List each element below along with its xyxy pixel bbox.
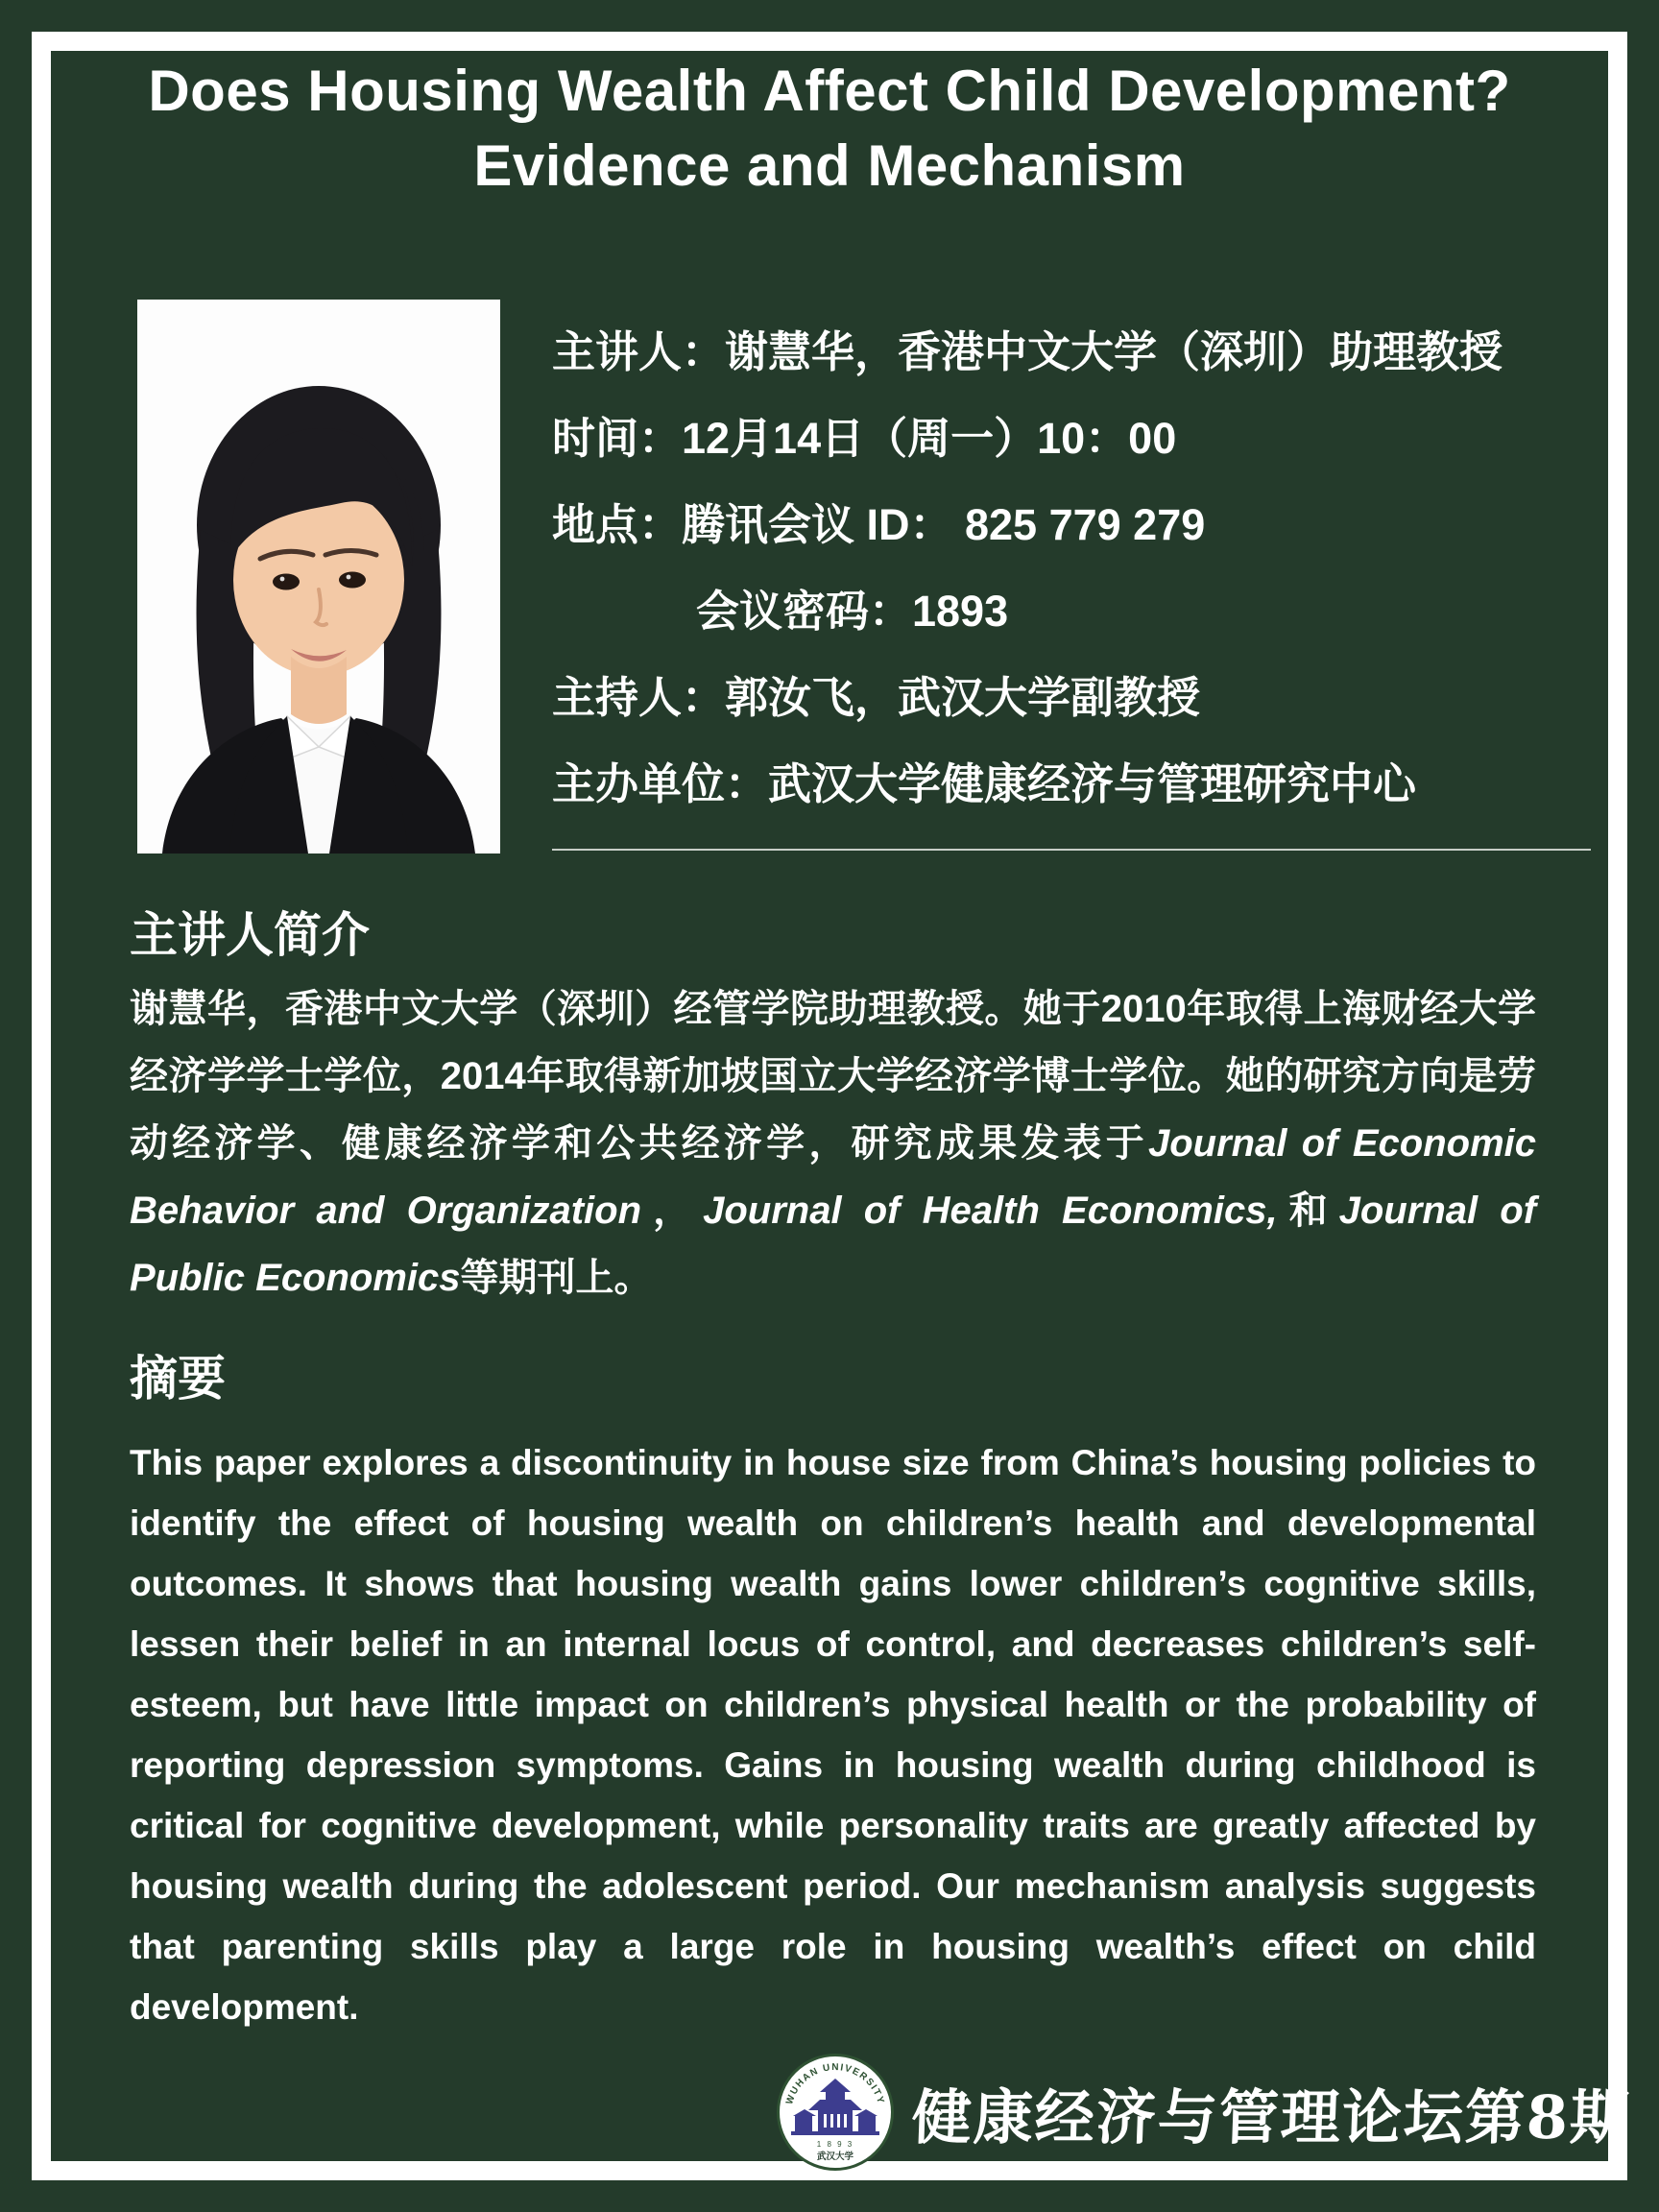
- info-location-meeting-id: 地点：腾讯会议 ID： 825 779 279: [552, 500, 1206, 549]
- bio-section-heading: 主讲人简介: [130, 908, 370, 962]
- title-line-1: Does Housing Wealth Affect Child Development?: [148, 59, 1511, 123]
- page-title: [67, 54, 1592, 204]
- speaker-portrait-illustration: [137, 300, 500, 854]
- info-speaker: 主讲人：谢慧华，香港中文大学（深圳）助理教授: [552, 327, 1503, 376]
- journal-name-jpube: Journal of Public Economics: [130, 1190, 1537, 1299]
- logo-calligraphy: 武汉大学: [816, 2152, 854, 2162]
- info-host: 主持人：郭汝飞，武汉大学副教授: [552, 673, 1201, 722]
- forum-series-title: 健康经济与管理论坛第8期: [910, 2081, 1633, 2152]
- journal-name-jhe: Journal of Health Economics,: [703, 1190, 1278, 1232]
- bio-text-part: 等期刊上。: [460, 1257, 653, 1299]
- title-line-2: Evidence and Mechanism: [473, 133, 1186, 198]
- bio-text-part: 谢慧华，香港中文大学（深圳）经管学院助理教授。她于2010年取得上海财经大学经济学学士学位，2014年取得新加坡国立大学经济学博士学位。她的研究方向是劳动经济学、健康经济学和公共经济学，研究成果发表于: [130, 988, 1536, 1165]
- abstract-section-heading: 摘要: [130, 1352, 226, 1406]
- logo-university-name: WUHAN UNIVERSITY: [784, 2061, 886, 2106]
- footer: [776, 2053, 1631, 2172]
- event-details: [552, 309, 1608, 828]
- info-meeting-password: 会议密码：1893: [696, 587, 1009, 636]
- speaker-photo: [137, 300, 500, 854]
- abstract-paragraph: This paper explores a discontinuity in house size from China’s housing policies to identify the effect of housing wealth on children’s health and developmental outcomes. It shows that housing wealth gains lower children’s cognitive skills, lessen their belief in an internal locus of control, and decreases children’s self-esteem, but have little impact on children’s physical health or the probability of reporting depression symptoms. Gains in housing wealth during childhood is critical for cognitive development, while personality traits are greatly affected by housing wealth during the adolescent period. Our mechanism analysis suggests that parenting skills play a large role in housing wealth’s effect on child development.: [130, 1443, 1536, 2027]
- bio-text-part: ，: [641, 1190, 704, 1232]
- logo-year: 1 8 9 3: [816, 2140, 854, 2149]
- section-divider-line: [552, 849, 1591, 851]
- info-time: 时间：12月14日（周一）10：00: [552, 414, 1177, 463]
- wuhan-university-logo-icon: [776, 2053, 895, 2172]
- journal-name-jebo: Journal of Economic Behavior and Organization: [130, 1122, 1537, 1232]
- info-organizer: 主办单位：武汉大学健康经济与管理研究中心: [552, 759, 1417, 808]
- bio-text-part: 和: [1277, 1190, 1339, 1232]
- bio-paragraph: [130, 975, 1536, 1311]
